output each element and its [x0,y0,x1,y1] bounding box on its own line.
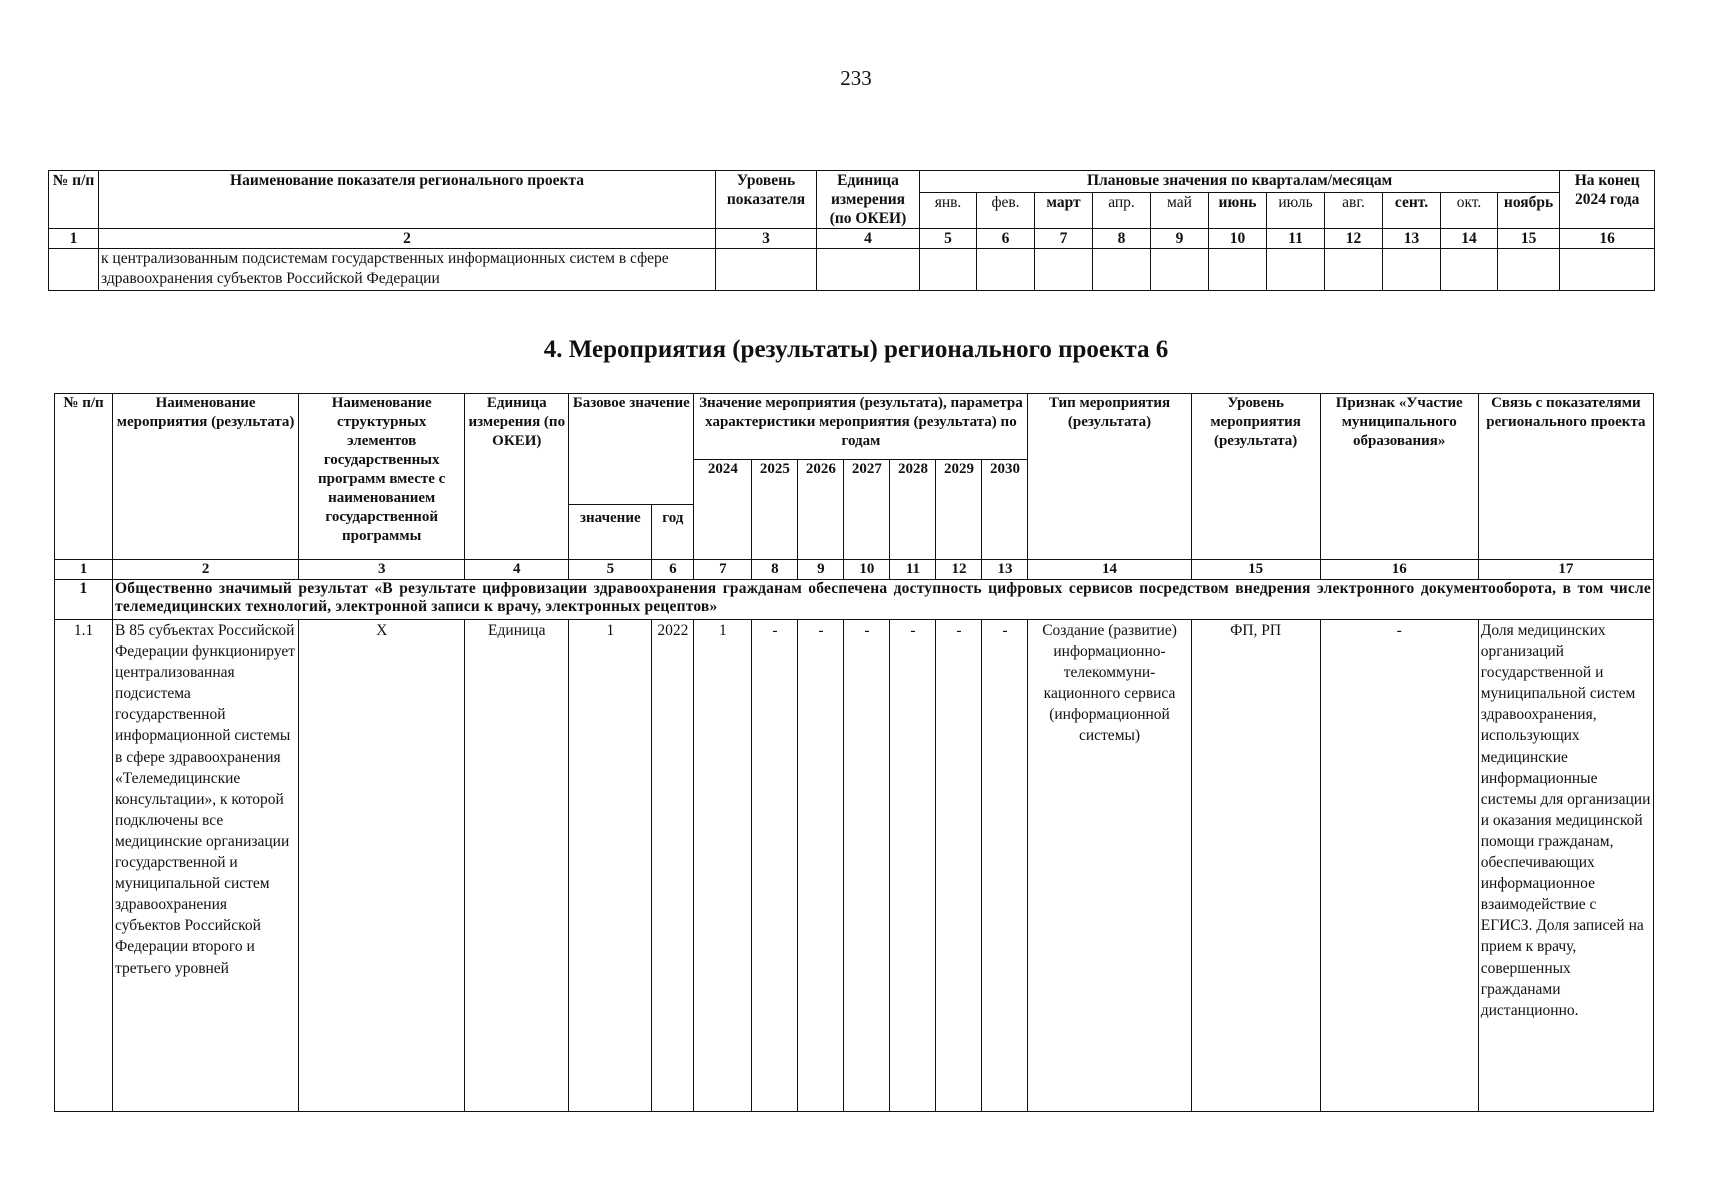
t1-colnum: 4 [817,229,920,249]
t1-cell [1441,249,1498,291]
t2-header-name: Наименование мероприятия (результата) [113,394,299,560]
t1-colnum: 15 [1498,229,1560,249]
row-base-value: 1 [569,620,652,1112]
t1-row-num [49,249,99,291]
group-row-num: 1 [55,580,113,620]
t1-cell [1267,249,1325,291]
t1-month: июнь [1209,193,1267,229]
row-year-value: - [890,620,936,1112]
t1-colnum: 2 [99,229,716,249]
t1-month: май [1151,193,1209,229]
row-link: Доля медицинских организаций государственной и муниципальной систем здравоохранения, использующих медицинские информационные системы для организации и оказания медицинской помощи гражданам, обеспечивающих информационное взаимодействие с ЕГИСЗ. Доля записей на прием к врачу, совершенных гражданами дистанционно. [1478,620,1653,1112]
t1-month: авг. [1325,193,1383,229]
t2-year: 2030 [982,460,1028,560]
row-name: В 85 субъектах Российской Федерации функционирует централизованная подсистема государственной информационной системы в сфере здравоохранения «Телемедицинские консультации», к которой подключены все медицинские организации государственной и муниципальной систем здравоохранения субъектов Российской Федерации второго и третьего уровней [113,620,299,1112]
row-year-value: - [752,620,798,1112]
t2-colnum: 6 [652,560,694,580]
t1-month: апр. [1093,193,1151,229]
t1-colnum: 3 [716,229,817,249]
t1-month: июль [1267,193,1325,229]
t1-colnum: 16 [1560,229,1655,249]
row-sign: - [1320,620,1478,1112]
row-base-year: 2022 [652,620,694,1112]
t1-colnum: 8 [1093,229,1151,249]
t2-colnum: 15 [1191,560,1320,580]
t1-cell [1035,249,1093,291]
t2-header-sign: Признак «Участие муниципального образования» [1320,394,1478,560]
t1-cell [1209,249,1267,291]
t2-year: 2029 [936,460,982,560]
t1-colnum: 10 [1209,229,1267,249]
row-year-value: - [798,620,844,1112]
row-year-value: - [844,620,890,1112]
t1-cell [1498,249,1560,291]
t1-month: окт. [1441,193,1498,229]
t1-colnum: 13 [1383,229,1441,249]
t1-colnum: 9 [1151,229,1209,249]
t2-colnum: 14 [1028,560,1191,580]
t2-colnum: 9 [798,560,844,580]
t1-colnum: 12 [1325,229,1383,249]
row-num: 1.1 [55,620,113,1112]
t1-header-end: На конец 2024 года [1560,171,1655,229]
t1-month: ноябрь [1498,193,1560,229]
t2-header-base-value: значение [569,505,652,560]
row-year-value: 1 [694,620,752,1112]
t1-month: фев. [977,193,1035,229]
t2-header-unit: Единица измерения (по ОКЕИ) [465,394,569,560]
t2-colnum: 1 [55,560,113,580]
t2-colnum: 7 [694,560,752,580]
t2-colnum: 11 [890,560,936,580]
t1-colnum: 6 [977,229,1035,249]
indicator-table [48,170,1655,291]
t2-colnum: 3 [299,560,465,580]
t2-colnum: 4 [465,560,569,580]
t1-colnum: 1 [49,229,99,249]
t2-colnum: 17 [1478,560,1653,580]
t1-month: март [1035,193,1093,229]
group-row-text: Общественно значимый результат «В результате цифровизации здравоохранения гражданам обеспечена доступность цифровых сервисов посредством внедрения электронного документооборота, в том числе телемедицинских технологий, электронной записи к врачу, электронных рецептов» [113,580,1654,620]
t1-cell [977,249,1035,291]
t1-cell [1383,249,1441,291]
row-type: Создание (развитие) информационно-телекоммуни-кационного сервиса (информационной системы) [1028,620,1191,1112]
section-title: 4. Мероприятия (результаты) регионального проекта 6 [543,336,1169,363]
t2-year: 2025 [752,460,798,560]
row-year-value: - [982,620,1028,1112]
t2-colnum: 10 [844,560,890,580]
t2-header-struct: Наименование структурных элементов государственных программ вместе с наименованием государственной программы [299,394,465,560]
t2-header-link: Связь с показателями регионального проекта [1478,394,1653,560]
t1-colnum: 7 [1035,229,1093,249]
t1-cell [817,249,920,291]
t2-colnum: 2 [113,560,299,580]
t2-colnum: 8 [752,560,798,580]
t2-colnum: 5 [569,560,652,580]
row-unit: Единица [465,620,569,1112]
t1-colnum: 14 [1441,229,1498,249]
t1-cell [920,249,977,291]
t2-header-num: № п/п [55,394,113,560]
t1-colnum: 5 [920,229,977,249]
t1-cell [716,249,817,291]
t1-row-text: к централизованным подсистемам государственных информационных систем в сфере здравоохранения субъектов Российской Федерации [99,249,716,291]
t1-cell [1093,249,1151,291]
t1-header-level: Уровень показателя [716,171,817,229]
t2-header-values: Значение мероприятия (результата), параметра характеристики мероприятия (результата) по годам [694,394,1028,460]
row-level: ФП, РП [1191,620,1320,1112]
t1-header-num: № п/п [49,171,99,229]
measures-table [54,393,1654,1112]
t1-header-planned: Плановые значения по кварталам/месяцам [920,171,1560,193]
t2-header-base-year: год [652,505,694,560]
t1-month: сент. [1383,193,1441,229]
t1-cell [1325,249,1383,291]
t2-colnum: 12 [936,560,982,580]
t2-header-level: Уровень мероприятия (результата) [1191,394,1320,560]
t2-year: 2028 [890,460,936,560]
t1-cell [1151,249,1209,291]
row-year-value: - [936,620,982,1112]
t2-colnum: 16 [1320,560,1478,580]
t2-year: 2027 [844,460,890,560]
t1-header-unit: Единица измерения (по ОКЕИ) [817,171,920,229]
t2-header-base: Базовое значение [569,394,694,505]
t2-year: 2024 [694,460,752,560]
t1-header-name: Наименование показателя регионального проекта [99,171,716,229]
page-number: 233 [840,66,872,90]
t2-colnum: 13 [982,560,1028,580]
t1-month: янв. [920,193,977,229]
t1-cell [1560,249,1655,291]
row-struct: X [299,620,465,1112]
t2-header-type: Тип мероприятия (результата) [1028,394,1191,560]
t1-colnum: 11 [1267,229,1325,249]
t2-year: 2026 [798,460,844,560]
